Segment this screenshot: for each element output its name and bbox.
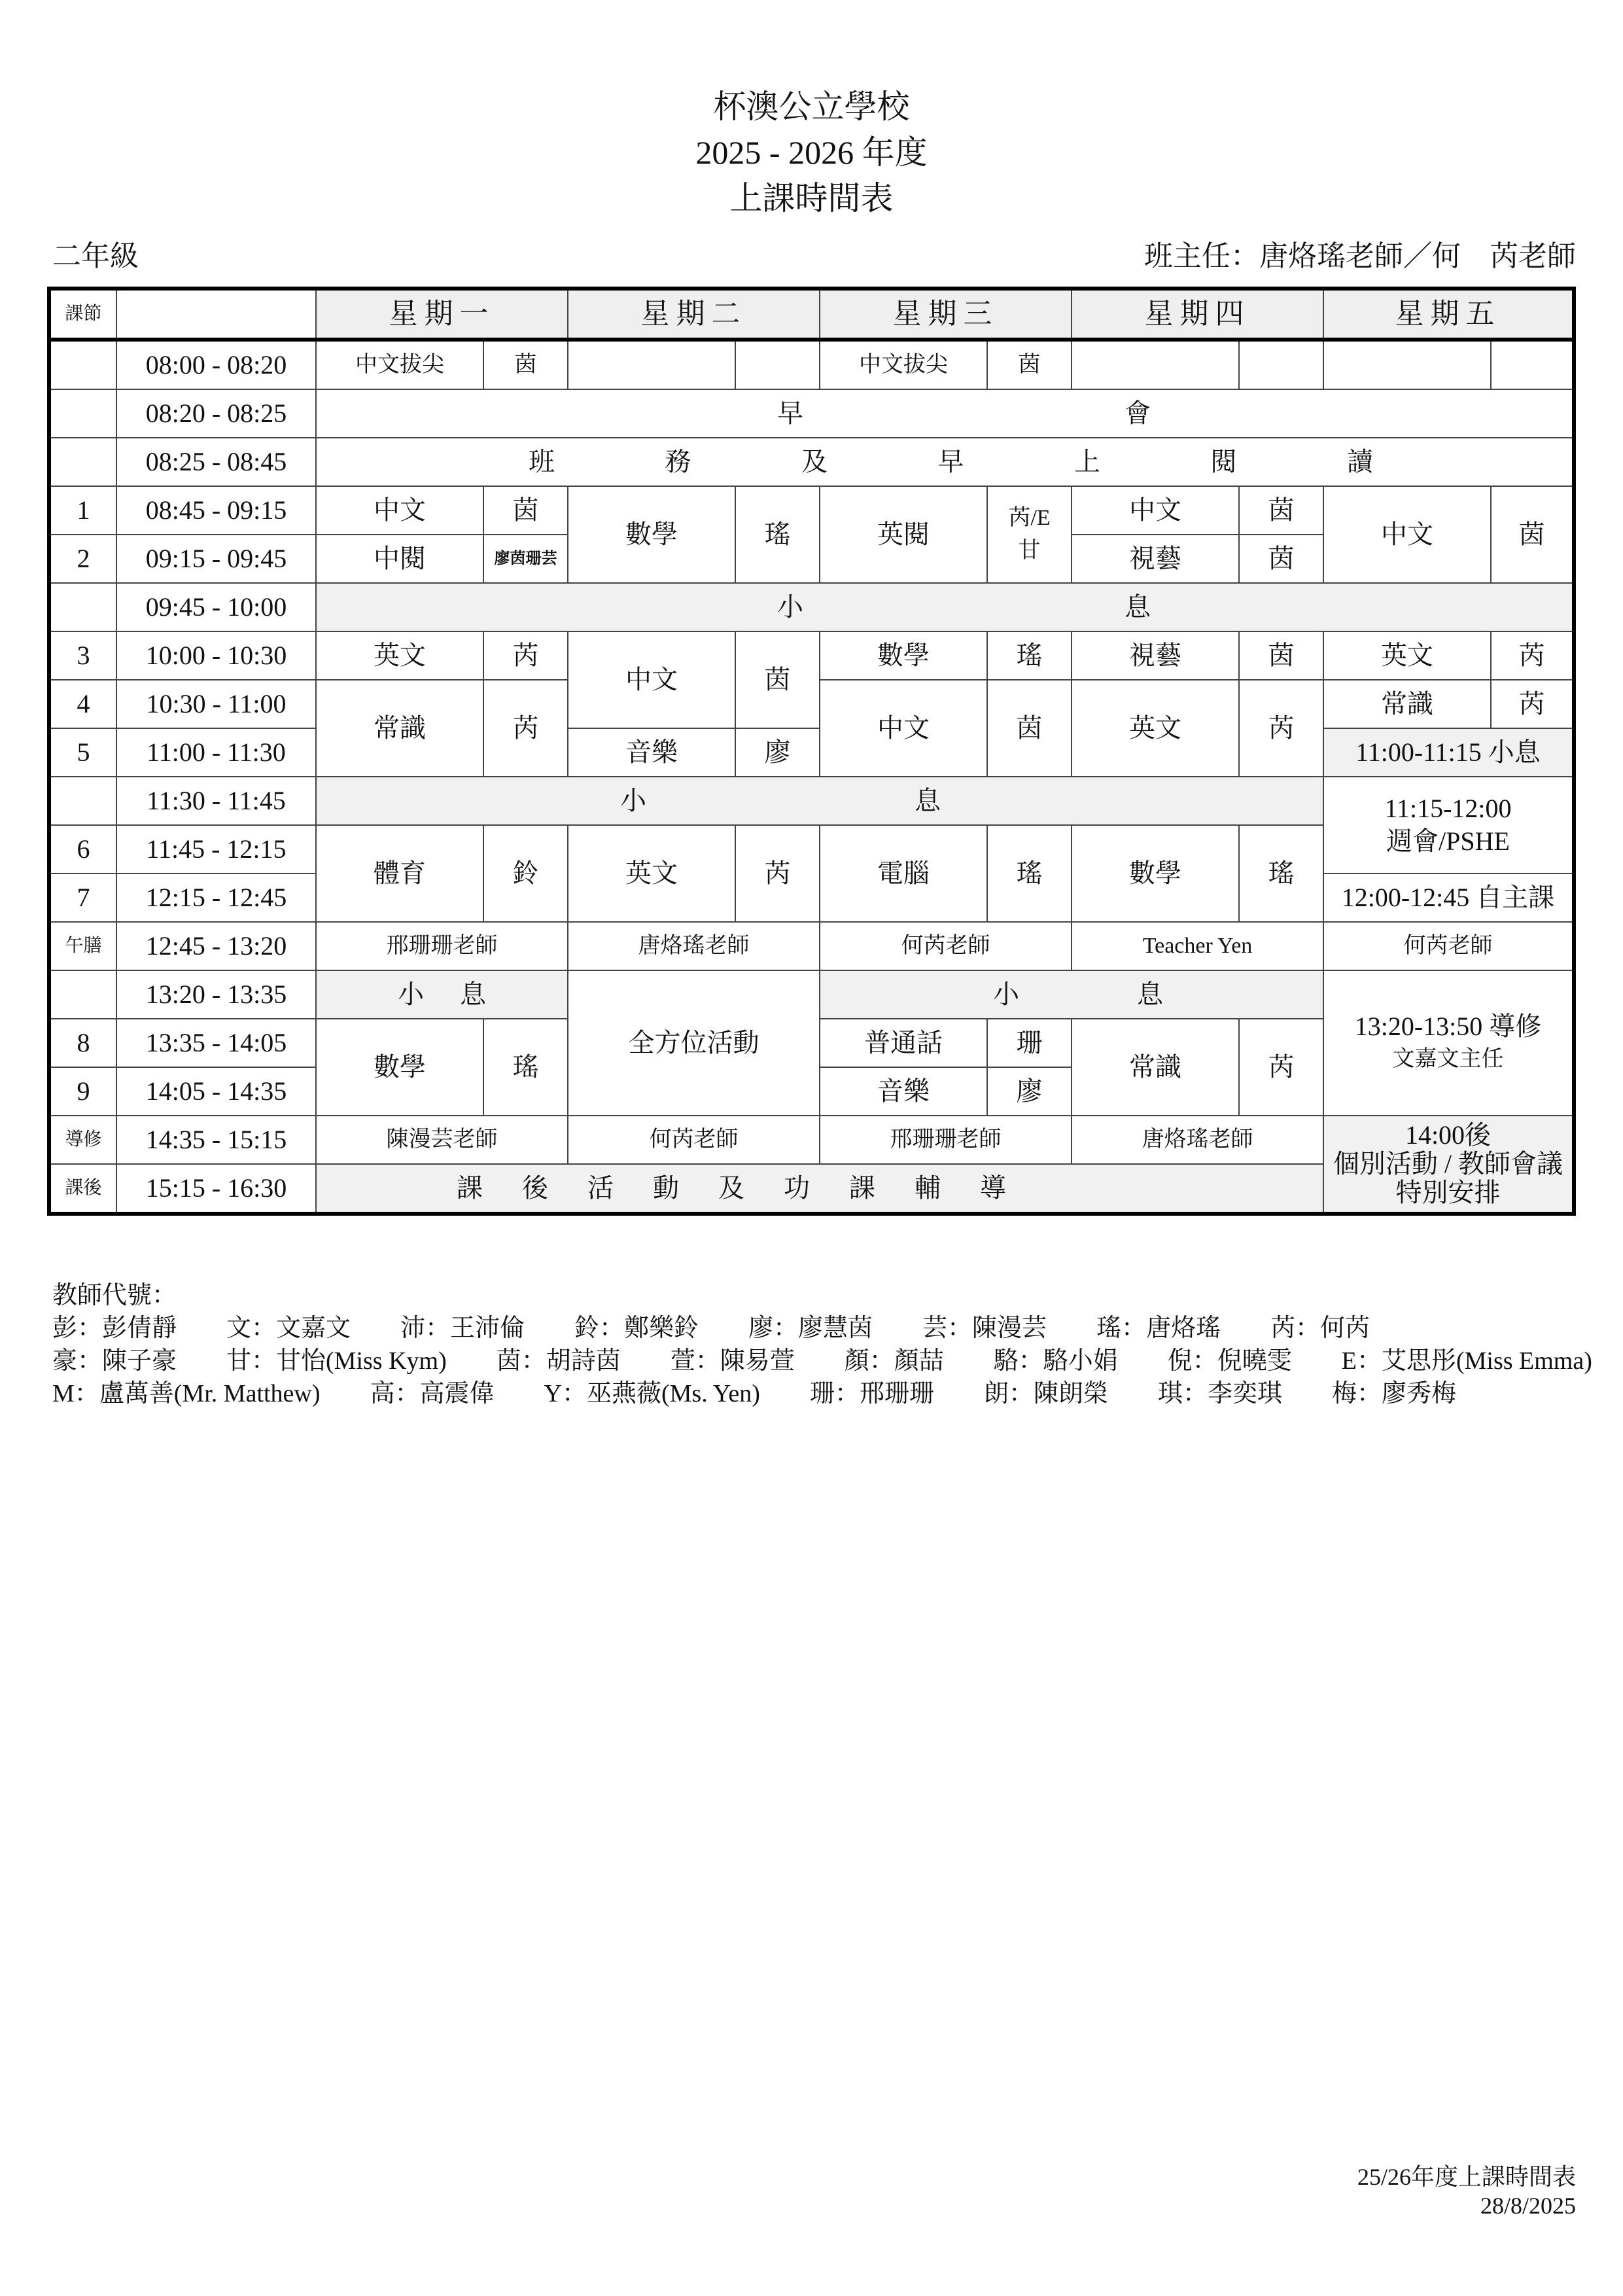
after-char: 導 (980, 1173, 1006, 1203)
teacher-line: 甘 (1018, 539, 1041, 563)
lunch-duty-cell: Teacher Yen (1072, 922, 1323, 970)
after-char: 及 (718, 1173, 744, 1203)
period-cell: 課後 (49, 1164, 116, 1214)
reading-char: 上 (1074, 447, 1100, 476)
subject-cell: 英文 (1323, 631, 1491, 680)
lunch-duty-cell: 唐烙瑤老師 (568, 922, 820, 970)
day-header: 星期三 (820, 289, 1072, 340)
reading-char: 班 (529, 447, 555, 476)
school-year: 2025 - 2026 年度 (695, 134, 928, 171)
subject-cell: 常識 (1072, 1019, 1239, 1116)
time-cell: 08:20 - 08:25 (116, 389, 316, 438)
period-cell: 5 (49, 728, 116, 777)
table-row (49, 438, 1574, 486)
school-name: 杯澳公立學校 (713, 88, 910, 125)
table-row (49, 583, 1574, 631)
reading-char: 及 (801, 447, 828, 476)
subject-cell: 數學 (1072, 825, 1239, 922)
table-row (49, 728, 1574, 777)
time-cell: 12:15 - 12:45 (116, 874, 316, 922)
teacher-cell: 芮 (1491, 631, 1574, 680)
recess-char: 小 (620, 786, 646, 815)
period-cell: 午膳 (49, 922, 116, 970)
friday-after-cell (1323, 1116, 1574, 1214)
time-cell: 08:45 - 09:15 (116, 486, 316, 535)
subject-cell: 電腦 (820, 825, 987, 922)
time-cell: 09:45 - 10:00 (116, 583, 316, 631)
time-cell: 13:35 - 14:05 (116, 1019, 316, 1067)
legend-title: 教師代號： (52, 1282, 177, 1309)
subject-cell: 英文 (316, 631, 483, 680)
teacher-cell: 鈴 (483, 825, 568, 922)
assembly-cell (316, 389, 1574, 438)
legend-line: M：盧萬善(Mr. Matthew) 高：高震偉 Y：巫燕薇(Ms. Yen) 珊：邢珊珊 朗：陳朗榮 琪：李奕琪 梅：廖秀梅 (52, 1380, 1456, 1407)
footer (1357, 2163, 1576, 2220)
friday-tutorial-time: 13:20-13:50 導修 (1354, 1012, 1542, 1041)
time-cell: 11:45 - 12:15 (116, 825, 316, 874)
assembly-char: 早 (777, 398, 803, 428)
table-row (49, 1116, 1574, 1164)
period-cell: 2 (49, 535, 116, 583)
time-cell: 10:30 - 11:00 (116, 680, 316, 728)
subject-cell: 數學 (568, 486, 735, 583)
table-row (49, 631, 1574, 680)
period-cell (49, 583, 116, 631)
time-cell: 15:15 - 16:30 (116, 1164, 316, 1214)
teacher-cell: 芮 (1239, 1019, 1323, 1116)
teacher-cell: 茵 (483, 486, 568, 535)
subject-cell: 體育 (316, 825, 483, 922)
after-school-cell (316, 1164, 1323, 1214)
empty-cell (1072, 340, 1239, 389)
day-header: 星期一 (316, 289, 568, 340)
friday-after-line: 特別安排 (1395, 1178, 1501, 1207)
empty-cell (1323, 340, 1491, 389)
table-row (49, 486, 1574, 535)
teacher-code-legend (52, 1279, 1592, 1410)
period-cell (49, 389, 116, 438)
teacher-cell: 茵 (735, 631, 820, 728)
lunch-duty-cell: 何芮老師 (1323, 922, 1574, 970)
teacher-cell: 茵 (1239, 535, 1323, 583)
period-cell: 4 (49, 680, 116, 728)
empty-cell (568, 340, 735, 389)
subject-cell: 中文 (820, 680, 987, 777)
subject-cell: 英文 (1072, 680, 1239, 777)
table-row (49, 340, 1574, 389)
period-cell: 7 (49, 874, 116, 922)
teacher-cell: 廖 (987, 1067, 1072, 1116)
teacher-cell: 瑤 (987, 825, 1072, 922)
footer-date: 28/8/2025 (1480, 2193, 1576, 2219)
teacher-cell: 芮 (1491, 680, 1574, 728)
period-cell: 1 (49, 486, 116, 535)
teacher-cell: 瑤 (1239, 825, 1323, 922)
teacher-cell: 瑤 (483, 1019, 568, 1116)
subject-cell: 英閱 (820, 486, 987, 583)
tutorial-duty-cell: 何芮老師 (568, 1116, 820, 1164)
recess-cell (316, 777, 1323, 825)
subject-cell: 中閱 (316, 535, 483, 583)
recess-char: 息 (460, 980, 486, 1009)
footer-title: 25/26年度上課時間表 (1357, 2164, 1576, 2190)
time-header (116, 289, 316, 340)
table-row (49, 777, 1574, 825)
teacher-cell: 茵 (1239, 486, 1323, 535)
friday-assembly-cell (1323, 777, 1574, 874)
subject-cell: 中文 (1323, 486, 1491, 583)
teacher-cell: 廖茵珊芸 (483, 535, 568, 583)
time-cell: 11:00 - 11:30 (116, 728, 316, 777)
after-char: 功 (784, 1173, 810, 1203)
teacher-line: 芮/E (1008, 506, 1051, 530)
period-cell: 導修 (49, 1116, 116, 1164)
time-cell: 14:05 - 14:35 (116, 1067, 316, 1116)
teacher-cell: 芮 (1239, 680, 1323, 777)
table-row (49, 389, 1574, 438)
day-header: 星期五 (1323, 289, 1574, 340)
class-teacher: 班主任：唐烙瑤老師／何 芮老師 (1144, 240, 1576, 272)
recess-cell (316, 583, 1574, 631)
subject-cell: 中文拔尖 (820, 340, 987, 389)
period-cell (49, 438, 116, 486)
recess-cell (316, 970, 568, 1019)
time-cell: 09:15 - 09:45 (116, 535, 316, 583)
legend-line: 彭：彭倩靜 文：文嘉文 沛：王沛倫 鈴：鄭樂鈴 廖：廖慧茵 芸：陳漫芸 瑤：唐烙瑤 芮：何芮 (52, 1315, 1370, 1342)
empty-cell (1491, 340, 1574, 389)
period-cell: 3 (49, 631, 116, 680)
subject-cell: 普通話 (820, 1019, 987, 1067)
subject-cell: 常識 (1323, 680, 1491, 728)
after-char: 活 (587, 1173, 614, 1203)
time-cell: 14:35 - 15:15 (116, 1116, 316, 1164)
subject-cell: 數學 (820, 631, 987, 680)
lunch-duty-cell: 何芮老師 (820, 922, 1072, 970)
recess-char: 息 (1125, 592, 1151, 622)
activity-cell: 全方位活動 (568, 970, 820, 1116)
subject-cell: 常識 (316, 680, 483, 777)
teacher-cell: 瑤 (735, 486, 820, 583)
friday-after-line: 14:00後 (1405, 1120, 1492, 1150)
recess-char: 息 (915, 786, 941, 815)
teacher-cell: 廖 (735, 728, 820, 777)
friday-recess-note: 11:00-11:15 小息 (1323, 728, 1574, 777)
teacher-cell: 茵 (483, 340, 568, 389)
reading-char: 務 (665, 447, 691, 476)
after-char: 課 (849, 1173, 875, 1203)
lunch-duty-cell: 邢珊珊老師 (316, 922, 568, 970)
subject-cell: 數學 (316, 1019, 483, 1116)
period-cell (49, 777, 116, 825)
reading-char: 閱 (1210, 447, 1237, 476)
grade-label: 二年級 (52, 240, 139, 272)
recess-char: 息 (1137, 980, 1163, 1009)
morning-reading-cell (316, 438, 1574, 486)
subject-cell: 中文 (568, 631, 735, 728)
period-cell (49, 970, 116, 1019)
friday-assembly-label: 週會/PSHE (1386, 826, 1510, 856)
teacher-cell: 芮 (735, 825, 820, 922)
document-title: 上課時間表 (729, 180, 894, 217)
period-cell: 6 (49, 825, 116, 874)
day-header-row (49, 289, 1574, 340)
subject-cell: 英文 (568, 825, 735, 922)
time-cell: 12:45 - 13:20 (116, 922, 316, 970)
teacher-cell: 瑤 (987, 631, 1072, 680)
subject-cell: 視藝 (1072, 631, 1239, 680)
after-char: 後 (522, 1173, 548, 1203)
table-row (49, 922, 1574, 970)
teacher-cell: 茵 (987, 340, 1072, 389)
day-header: 星期四 (1072, 289, 1323, 340)
empty-cell (735, 340, 820, 389)
after-char: 輔 (915, 1173, 941, 1203)
reading-char: 讀 (1347, 447, 1373, 476)
time-cell: 13:20 - 13:35 (116, 970, 316, 1019)
reading-char: 早 (937, 447, 964, 476)
assembly-char: 會 (1125, 398, 1151, 428)
empty-cell (1239, 340, 1323, 389)
time-cell: 08:00 - 08:20 (116, 340, 316, 389)
tutorial-duty-cell: 唐烙瑤老師 (1072, 1116, 1323, 1164)
subject-cell: 中文 (316, 486, 483, 535)
subject-cell: 音樂 (568, 728, 735, 777)
friday-assembly-time: 11:15-12:00 (1384, 794, 1512, 823)
tutorial-duty-cell: 邢珊珊老師 (820, 1116, 1072, 1164)
period-cell: 8 (49, 1019, 116, 1067)
subject-cell: 中文拔尖 (316, 340, 483, 389)
teacher-cell: 芮 (483, 680, 568, 777)
subject-cell: 音樂 (820, 1067, 987, 1116)
recess-char: 小 (398, 980, 424, 1009)
recess-char: 小 (993, 980, 1019, 1009)
friday-tutorial-teacher: 文嘉文主任 (1392, 1047, 1504, 1071)
recess-char: 小 (777, 592, 803, 622)
time-cell: 10:00 - 10:30 (116, 631, 316, 680)
after-char: 課 (457, 1173, 483, 1203)
tutorial-duty-cell: 陳漫芸老師 (316, 1116, 568, 1164)
subject-cell: 中文 (1072, 486, 1239, 535)
timetable (47, 287, 1576, 1216)
after-char: 動 (653, 1173, 679, 1203)
subject-cell: 視藝 (1072, 535, 1239, 583)
recess-cell (820, 970, 1323, 1019)
teacher-cell: 芮 (483, 631, 568, 680)
friday-after-line: 個別活動 / 教師會議 (1333, 1149, 1563, 1178)
period-cell: 9 (49, 1067, 116, 1116)
period-header: 課節 (49, 289, 116, 340)
friday-tutorial-cell (1323, 970, 1574, 1116)
teacher-cell: 茵 (1491, 486, 1574, 583)
teacher-cell: 茵 (1239, 631, 1323, 680)
table-row (49, 970, 1574, 1019)
teacher-cell: 珊 (987, 1019, 1072, 1067)
period-cell (49, 340, 116, 389)
teacher-cell (987, 486, 1072, 583)
teacher-cell: 茵 (987, 680, 1072, 777)
friday-self-study-cell: 12:00-12:45 自主課 (1323, 874, 1574, 922)
time-cell: 08:25 - 08:45 (116, 438, 316, 486)
day-header: 星期二 (568, 289, 820, 340)
legend-line: 豪：陳子豪 甘：甘怡(Miss Kym) 茵：胡詩茵 萱：陳易萱 顏：顏喆 駱：駱小娟 倪：倪曉雯 E：艾思彤(Miss Emma) (52, 1347, 1592, 1375)
time-cell: 11:30 - 11:45 (116, 777, 316, 825)
